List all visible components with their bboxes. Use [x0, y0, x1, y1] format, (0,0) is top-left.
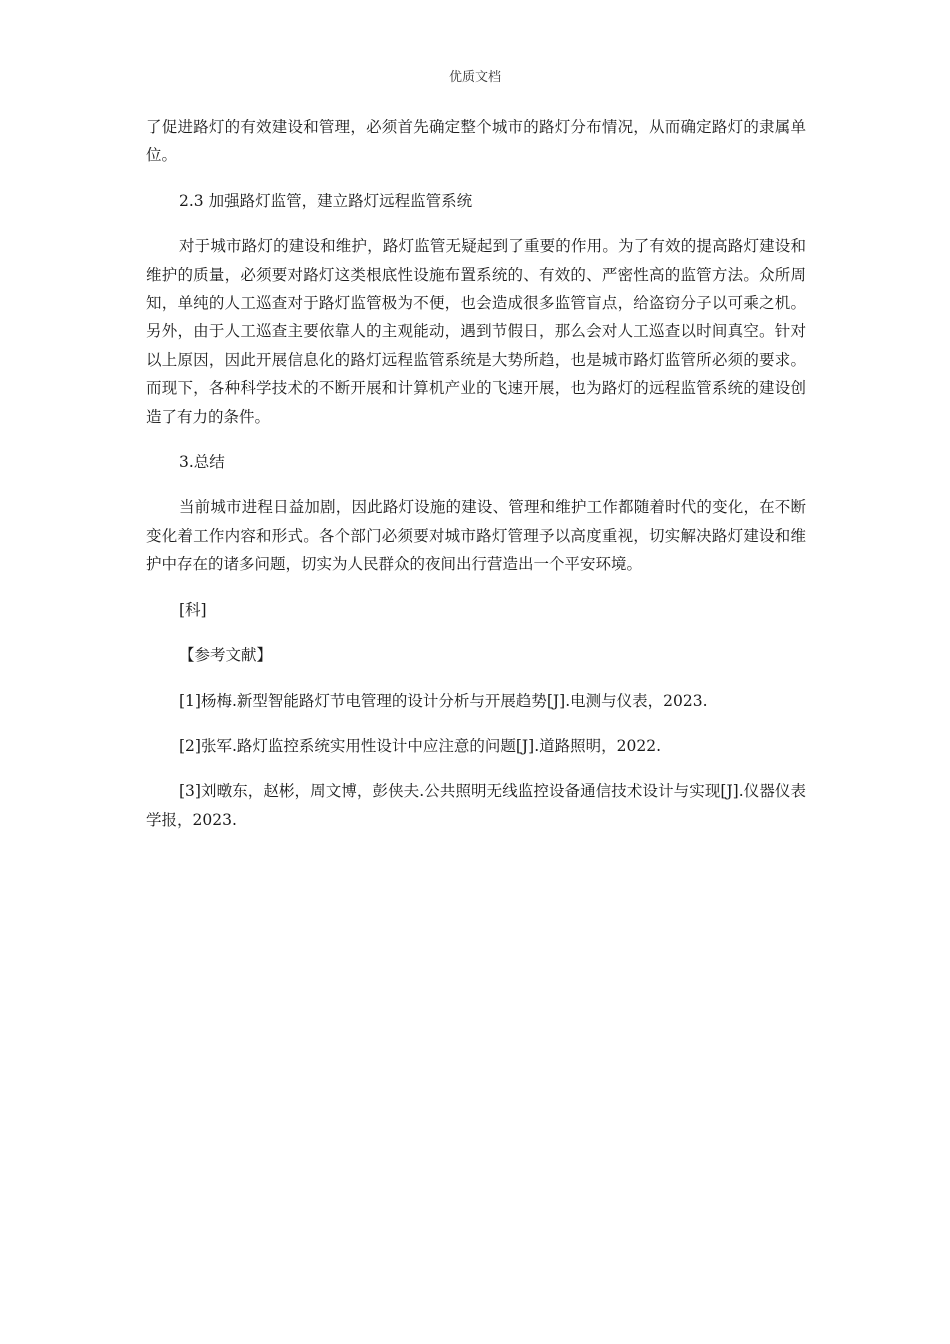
reference-item-3: [3]刘暾东，赵彬，周文博，彭侠夫.公共照明无线监控设备通信技术设计与实现[J].仪器仪表学报，2023. — [146, 782, 806, 829]
page-header: 优质文档 — [448, 70, 501, 85]
references-title: 【参考文献】 — [179, 646, 273, 665]
reference-item-2: [2]张军.路灯监控系统实用性设计中应注意的问题[J].道路照明，2022. — [179, 736, 661, 755]
paragraph-continuation: 了促进路灯的有效建设和管理，必须首先确定整个城市的路灯分布情况，从而确定路灯的隶属单位。 — [146, 118, 806, 165]
paragraph-monitoring: 对于城市路灯的建设和维护，路灯监管无疑起到了重要的作用。为了有效的提高路灯建设和维护的质量，必须要对路灯这类根底性设施布置系统的、有效的、严密性高的监管方法。众所周知，单纯的人工巡查对于路灯监管极为不便，也会造成很多监管盲点，给盗窃分子以可乘之机。另外，由于人工巡查主要依靠人的主观能动，遇到节假日，那么会对人工巡查以时间真空。针对以上原因，因此开展信息化的路灯远程监管系统是大势所趋，也是城市路灯监管所必须的要求。而现下，各种科学技术的不断开展和计算机产业的飞速开展，也为路灯的远程监管系统的建设创造了有力的条件。 — [146, 237, 806, 426]
category-note: [科] — [179, 600, 207, 619]
paragraph-summary: 当前城市进程日益加剧，因此路灯设施的建设、管理和维护工作都随着时代的变化，在不断变化着工作内容和形式。各个部门必须要对城市路灯管理予以高度重视，切实解决路灯建设和维护中存在的诸多问题，切实为人民群众的夜间出行营造出一个平安环境。 — [146, 498, 806, 574]
section-heading-3: 3.总结 — [179, 453, 225, 472]
section-heading-2-3: 2.3 加强路灯监管，建立路灯远程监管系统 — [179, 191, 473, 210]
document-body — [146, 113, 806, 851]
reference-item-1: [1]杨梅.新型智能路灯节电管理的设计分析与开展趋势[J].电测与仪表，2023. — [179, 691, 708, 710]
